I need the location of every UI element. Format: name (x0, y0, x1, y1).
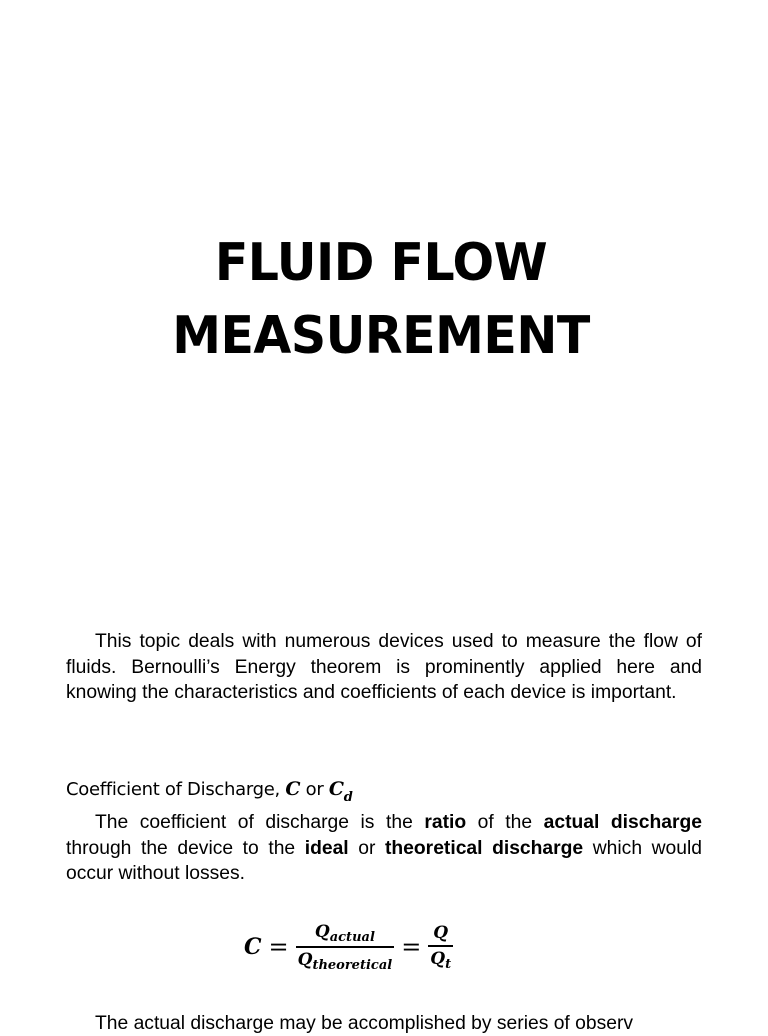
formula-lhs: C (244, 934, 262, 960)
def-text-4: or (348, 837, 385, 859)
fraction-bar (296, 946, 395, 948)
def-bold-ratio: ratio (424, 812, 467, 833)
fraction-denominator (296, 949, 395, 973)
def-bold-ideal: ideal (304, 837, 349, 859)
fraction-bar (428, 945, 453, 947)
denominator-sub: t (445, 956, 452, 972)
fraction-actual-over-theoretical (296, 921, 395, 973)
heading-text: Coefficient of Discharge, (66, 779, 286, 800)
def-bold-actual: actual discharge (543, 812, 702, 833)
fraction-denominator (428, 948, 453, 972)
intro-text-1: This topic deals with numerous devices used to measure the flow of fluids. (66, 631, 702, 678)
cutoff-text: The actual discharge may be accomplished by series of observ (95, 1013, 634, 1034)
numerator-sub: actual (329, 930, 375, 946)
def-bold-theoretical: theoretical discharge (384, 837, 584, 859)
denominator-sub: theoretical (312, 957, 393, 973)
title-line-1: FLUID FLOW (214, 232, 548, 293)
definition-paragraph (66, 810, 702, 887)
intro-text-2: Bernoulli’s (131, 656, 220, 678)
denominator-q: Q (297, 949, 313, 970)
section-heading (66, 776, 353, 805)
numerator-q: Q (314, 922, 330, 943)
formula-equals-2: = (401, 933, 422, 961)
def-text-2: of the (466, 812, 544, 833)
title-line-2: MEASUREMENT (172, 305, 590, 366)
intro-text-3: Energy theorem is prominently applied here and knowing the characteristics and coefficients of each device is important. (66, 656, 702, 703)
heading-var-cd: C (328, 778, 344, 800)
def-text-5: which would occur without losses. (66, 837, 703, 884)
def-text-3: through the device to the (66, 837, 305, 859)
discharge-formula (244, 917, 453, 977)
page-title (0, 226, 762, 372)
fraction-q-over-qt (428, 922, 453, 972)
heading-or: or (300, 779, 329, 800)
intro-paragraph (66, 629, 702, 706)
formula-equals-1: = (268, 933, 289, 961)
fraction-numerator (313, 921, 377, 945)
heading-sub-d: d (343, 790, 353, 805)
denominator-q: Q (430, 948, 446, 969)
fraction-numerator (431, 922, 450, 944)
heading-var-c: C (285, 778, 301, 800)
def-text-1: The coefficient of discharge is the (95, 812, 425, 833)
numerator-q: Q (433, 923, 449, 944)
